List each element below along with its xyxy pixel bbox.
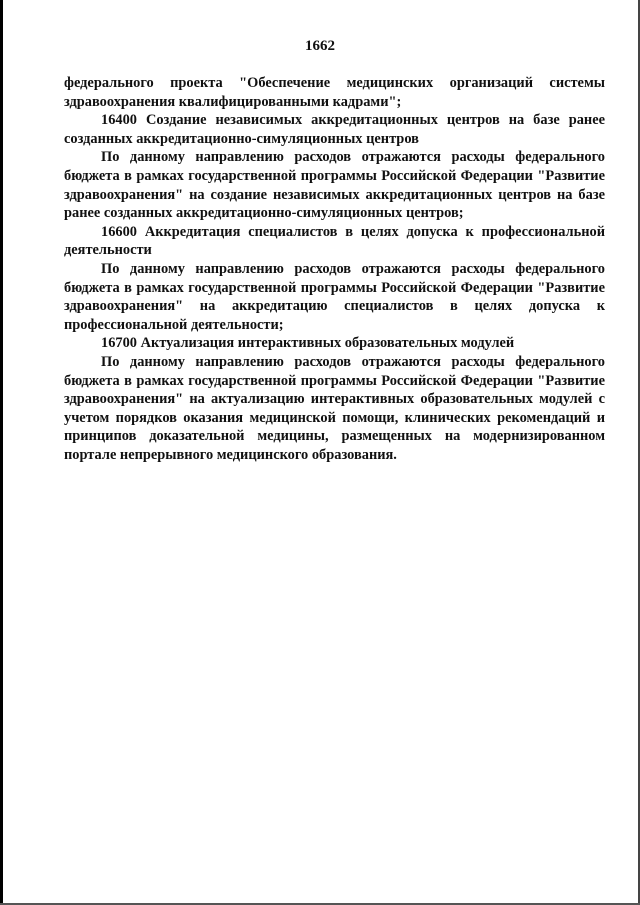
paragraph-3: По данному направлению расходов отражаются расходы федерального бюджета в рамках государственной программы Российской Федерации "Развитие здравоохранения" на создание независимых аккредитационных центров на базе ранее созданных аккредитационно-симуляционных центров; xyxy=(64,149,605,222)
paragraph-5: По данному направлению расходов отражаются расходы федерального бюджета в рамках государственной программы Российской Федерации "Развитие здравоохранения" на аккредитацию специалистов в целях допуска к профессиональной деятельности; xyxy=(64,260,605,333)
paragraph-1: федерального проекта "Обеспечение медицинских организаций системы здравоохранения квалифицированными кадрами"; xyxy=(64,75,605,110)
paragraph-4-heading-16600: 16600 Аккредитация специалистов в целях допуска к профессиональной деятельности xyxy=(64,223,605,259)
scan-border-left xyxy=(0,0,3,905)
paragraph-2-heading-16400: 16400 Создание независимых аккредитационных центров на базе ранее созданных аккредитационно-симуляционных центров xyxy=(64,112,605,147)
paragraph-6-heading-16700: 16700 Актуализация интерактивных образовательных модулей xyxy=(101,335,515,352)
page-number: 1662 xyxy=(305,38,335,54)
paragraph-7: По данному направлению расходов отражаются расходы федерального бюджета в рамках государственной программы Российской Федерации "Развитие здравоохранения" на актуализацию интерактивных образовательных модулей с учетом порядков оказания медицинской помощи, клинических рекомендаций и принципов доказательной медицины, размещенных на модернизированном портале непрерывного медицинского образования. xyxy=(64,353,605,463)
document-body xyxy=(64,74,605,464)
